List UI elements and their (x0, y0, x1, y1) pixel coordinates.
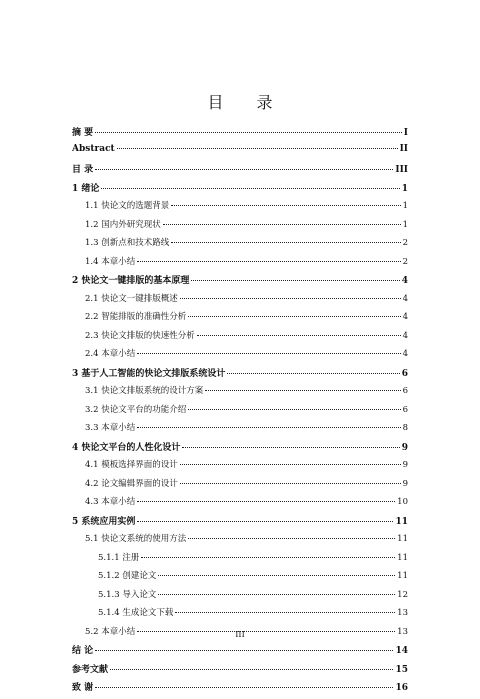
toc-entry-page: 4 (401, 276, 408, 286)
toc-entry-page: 11 (397, 534, 408, 544)
toc-entry-label: 摘 要 (72, 128, 94, 138)
toc-entry-label: 1.2 国内外研究现状 (85, 219, 161, 230)
toc-dot-leader (95, 687, 393, 688)
toc-entry-page: 2 (402, 238, 408, 248)
toc-dot-leader (191, 280, 399, 281)
toc-entry-label: Abstract (72, 143, 115, 154)
toc-entry-page: 9 (402, 460, 408, 470)
toc-dot-leader (141, 557, 395, 558)
toc-dot-leader (137, 521, 393, 522)
toc-entry-label: 3.1 快论文排版系统的设计方案 (85, 386, 204, 396)
toc-entry-page: I (403, 128, 408, 138)
toc-dot-leader (188, 316, 400, 317)
toc-entry[interactable] (72, 273, 408, 292)
toc-entry[interactable] (72, 477, 408, 496)
toc-entry-page: 8 (402, 423, 408, 433)
toc-entry-page: 11 (397, 552, 408, 563)
toc-entry-page: 9 (401, 442, 408, 453)
toc-dot-leader (158, 575, 395, 576)
toc-entry-label: 5.2 本章小结 (85, 626, 136, 637)
toc-entry-label: 4 快论文平台的人性化设计 (72, 442, 181, 453)
toc-entry[interactable] (72, 643, 408, 662)
toc-entry-label: 1 绪论 (72, 183, 100, 194)
toc-entry[interactable] (72, 125, 408, 144)
toc-entry-page: II (399, 143, 408, 154)
toc-entry-page: 4 (402, 330, 408, 341)
toc-entry[interactable] (72, 218, 408, 237)
toc-entry-label: 2.2 智能排版的准确性分析 (85, 312, 187, 322)
toc-entry[interactable] (72, 366, 408, 385)
toc-dot-leader (110, 669, 393, 670)
toc-entry-page: 4 (402, 293, 408, 304)
toc-dot-leader (158, 594, 395, 595)
toc-dot-leader (188, 538, 395, 539)
toc-dot-leader (180, 464, 401, 465)
toc-dot-leader (180, 483, 401, 484)
toc-entry[interactable] (72, 310, 408, 329)
toc-entry-label: 2 快论文一键排版的基本原理 (72, 276, 190, 286)
toc-dot-leader (197, 335, 401, 336)
toc-entry[interactable] (72, 347, 408, 366)
toc-entry-page: 15 (395, 664, 408, 675)
toc-entry-label: 目 录 (72, 165, 94, 175)
toc-entry[interactable] (72, 292, 408, 311)
toc-entry-label: 4.3 本章小结 (85, 497, 136, 507)
toc-entry-label: 5.1 快论文系统的使用方法 (85, 534, 187, 544)
toc-entry[interactable] (72, 569, 408, 588)
toc-dot-leader (95, 650, 393, 651)
toc-entry-label: 3.2 快论文平台的功能介绍 (85, 404, 187, 415)
table-of-contents (72, 125, 408, 699)
toc-title: 目 录 (207, 93, 287, 112)
toc-entry-label: 4.2 论文编辑界面的设计 (85, 478, 178, 489)
toc-dot-leader (137, 501, 395, 502)
toc-entry-label: 5.1.4 生成论文下载 (98, 608, 174, 618)
toc-entry[interactable] (72, 255, 408, 274)
toc-entry-label: 参考文献 (72, 664, 109, 675)
toc-dot-leader (227, 373, 399, 374)
toc-entry[interactable] (72, 440, 408, 459)
toc-entry-page: 9 (402, 478, 408, 489)
toc-entry-page: 13 (397, 608, 408, 618)
toc-entry-page: 14 (395, 646, 408, 656)
toc-entry-page: 1 (402, 201, 408, 211)
toc-dot-leader (117, 148, 398, 149)
toc-dot-leader (175, 612, 395, 613)
toc-entry-page: 6 (402, 404, 408, 415)
page-number-footer: III (235, 630, 245, 639)
toc-entry-page: 1 (401, 183, 408, 194)
toc-entry-label: 3.3 本章小结 (85, 423, 136, 433)
toc-entry-page: 6 (402, 386, 408, 396)
toc-entry[interactable] (72, 495, 408, 514)
toc-entry-page: III (395, 165, 408, 175)
toc-entry[interactable] (72, 144, 408, 163)
toc-entry[interactable] (72, 551, 408, 570)
toc-dot-leader (171, 205, 400, 206)
toc-entry[interactable] (72, 236, 408, 255)
toc-entry-label: 1.1 快论文的选题背景 (85, 201, 170, 211)
toc-entry-page: 11 (395, 516, 408, 527)
toc-entry-page: 4 (402, 312, 408, 322)
toc-entry-label: 结 论 (72, 646, 94, 656)
toc-entry[interactable] (72, 458, 408, 477)
toc-entry-page: 11 (397, 571, 408, 581)
toc-dot-leader (182, 447, 399, 448)
toc-dot-leader (137, 261, 400, 262)
toc-entry[interactable] (72, 662, 408, 681)
toc-entry-label: 2.4 本章小结 (85, 349, 136, 359)
toc-entry[interactable] (72, 680, 408, 699)
toc-entry[interactable] (72, 181, 408, 200)
toc-entry-label: 4.1 模板选择界面的设计 (85, 460, 178, 470)
toc-dot-leader (205, 390, 400, 391)
toc-entry-label: 5.1.3 导入论文 (98, 589, 157, 600)
toc-entry[interactable] (72, 606, 408, 625)
toc-entry-label: 5 系统应用实例 (72, 516, 136, 527)
toc-entry[interactable] (72, 421, 408, 440)
toc-entry-label: 1.4 本章小结 (85, 256, 136, 267)
toc-entry-label: 2.1 快论文一键排版概述 (85, 293, 178, 304)
toc-entry-page: 1 (402, 219, 408, 230)
toc-dot-leader (101, 188, 399, 189)
toc-entry-page: 6 (401, 368, 408, 379)
toc-entry-label: 5.1.1 注册 (98, 552, 140, 563)
toc-entry-label: 2.3 快论文排版的快速性分析 (85, 330, 195, 341)
toc-dot-leader (95, 169, 393, 170)
toc-entry[interactable] (72, 162, 408, 181)
toc-dot-leader (137, 427, 400, 428)
toc-entry[interactable] (72, 532, 408, 551)
toc-entry[interactable] (72, 403, 408, 422)
toc-entry-page: 12 (397, 589, 408, 600)
toc-entry-page: 13 (397, 626, 408, 637)
toc-dot-leader (163, 224, 401, 225)
toc-entry[interactable] (72, 514, 408, 533)
toc-entry[interactable] (72, 588, 408, 607)
toc-entry-page: 16 (395, 683, 408, 693)
toc-entry-label: 3 基于人工智能的快论文排版系统设计 (72, 368, 226, 379)
toc-dot-leader (188, 409, 400, 410)
toc-entry-page: 2 (402, 256, 408, 267)
toc-dot-leader (180, 298, 401, 299)
toc-dot-leader (171, 242, 400, 243)
toc-entry-label: 致 谢 (72, 683, 94, 693)
toc-dot-leader (137, 353, 400, 354)
toc-dot-leader (95, 132, 402, 133)
toc-entry-page: 4 (402, 349, 408, 359)
toc-entry[interactable] (72, 199, 408, 218)
toc-entry[interactable] (72, 329, 408, 348)
toc-entry-label: 1.3 创新点和技术路线 (85, 238, 170, 248)
toc-entry-page: 10 (397, 497, 408, 507)
toc-entry[interactable] (72, 384, 408, 403)
toc-entry-label: 5.1.2 创建论文 (98, 571, 157, 581)
